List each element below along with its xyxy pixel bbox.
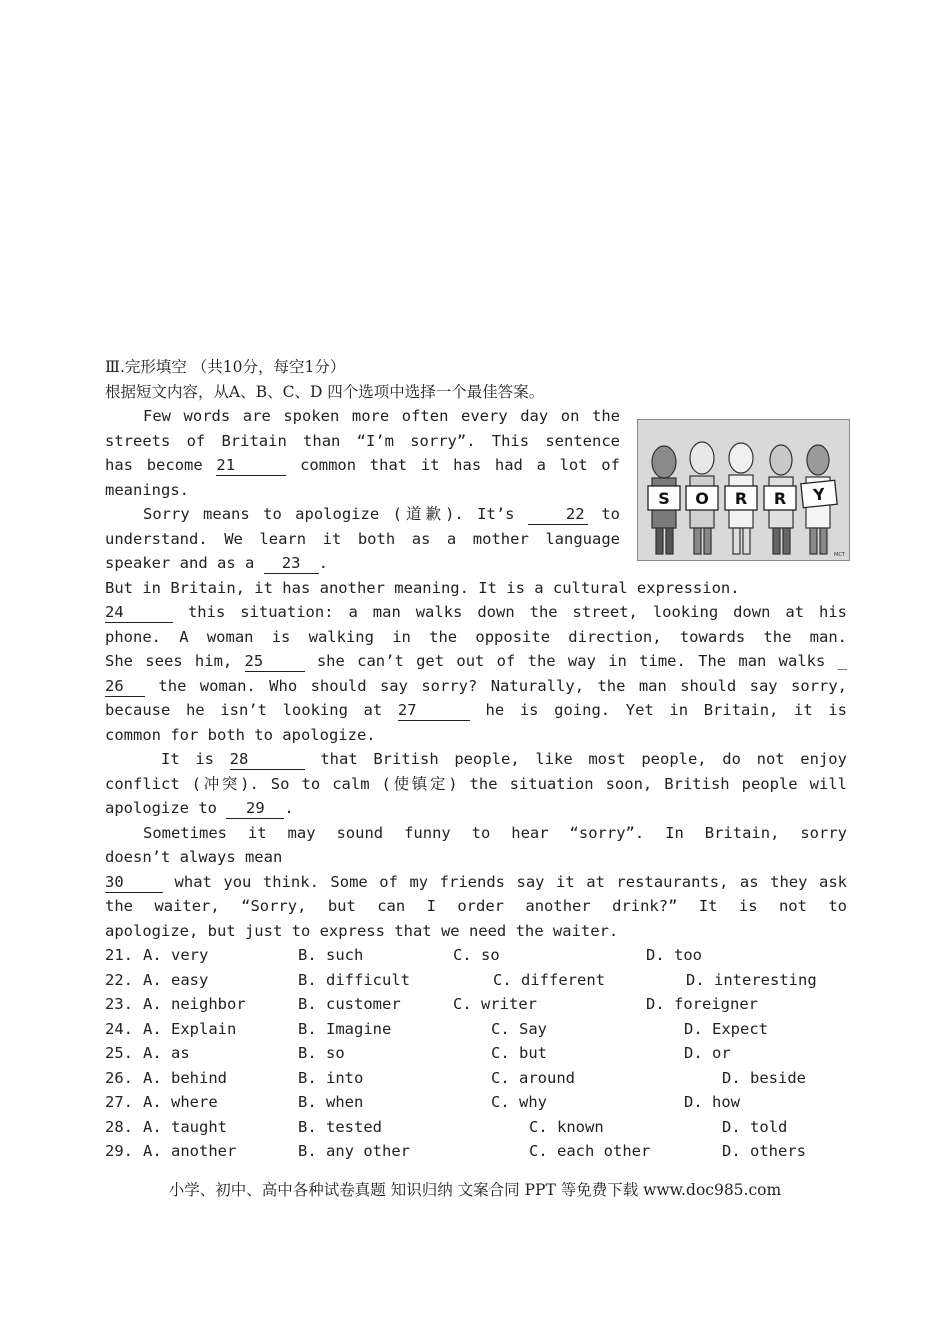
option[interactable]: A. where xyxy=(143,1093,218,1111)
blank-23[interactable]: 23 xyxy=(264,553,319,574)
question-row: 22. A. easy B. difficult C. different D. interesting xyxy=(105,968,847,993)
option[interactable]: A. Explain xyxy=(143,1019,237,1038)
image-credit: MCT xyxy=(834,552,845,558)
option[interactable]: D. others xyxy=(722,1142,806,1160)
section-instruction: 根据短文内容，从A、B、C、D 四个选项中选择一个最佳答案。 xyxy=(105,382,545,401)
option[interactable]: D. beside xyxy=(722,1068,806,1087)
question-row: 21. A. very B. such C. so D. too xyxy=(105,943,847,968)
question-row: 28. A. taught B. tested C. known D. told xyxy=(105,1115,847,1140)
blank-28[interactable]: 28 xyxy=(230,749,305,770)
option[interactable]: A. very xyxy=(143,946,209,964)
passage-wrapped xyxy=(105,404,620,576)
passage-line: apologize to 29 . xyxy=(105,799,294,817)
question-row: 26. A. behind B. into C. around D. beside xyxy=(105,1066,847,1091)
section-title: Ⅲ.完形填空 （共10分，每空1分） xyxy=(105,358,346,376)
option[interactable]: B. into xyxy=(298,1068,364,1087)
sign-letter: R xyxy=(773,489,787,508)
option[interactable]: D. or xyxy=(684,1044,731,1062)
option[interactable]: C. but xyxy=(491,1044,547,1062)
blank-24[interactable]: 24 xyxy=(105,602,173,623)
blank-29[interactable]: 29 xyxy=(226,798,284,819)
option[interactable]: D. too xyxy=(646,946,702,964)
blank-22[interactable]: 22 xyxy=(528,504,588,525)
option[interactable]: B. customer xyxy=(298,995,401,1013)
passage-line: streets of Britain than “I’m sorry”. This sentence xyxy=(105,431,620,450)
option[interactable]: C. so xyxy=(453,946,500,964)
option[interactable]: B. such xyxy=(298,946,364,964)
question-row: 24. A. Explain B. Imagine C. Say D. Expect xyxy=(105,1017,847,1042)
question-row: 25. A. as B. so C. but D. or xyxy=(105,1041,847,1066)
option[interactable]: C. writer xyxy=(453,995,537,1013)
option[interactable]: D. interesting xyxy=(686,970,817,989)
option[interactable]: A. behind xyxy=(143,1068,227,1087)
passage-line: 26 the woman. Who should say sorry? Naturally, the man should say sorry, xyxy=(105,676,847,695)
option[interactable]: C. around xyxy=(491,1068,575,1087)
option[interactable]: C. why xyxy=(491,1093,547,1111)
option[interactable]: C. each other xyxy=(529,1142,651,1160)
passage-line: doesn’t always mean xyxy=(105,848,283,866)
question-row: 29. A. another B. any other C. each other D. others xyxy=(105,1139,847,1164)
option[interactable]: D. foreigner xyxy=(646,995,758,1013)
option[interactable]: C. known xyxy=(529,1117,604,1136)
passage-line: meanings. xyxy=(105,480,189,499)
passage-line: common for both to apologize. xyxy=(105,725,376,744)
option[interactable]: B. difficult xyxy=(298,970,410,989)
passage-line: has become 21 common that it has had a lot of xyxy=(105,456,620,474)
sign-letter: O xyxy=(695,489,709,508)
passage-line: speaker and as a 23 . xyxy=(105,554,328,572)
sorry-cartoon-illustration xyxy=(638,420,849,560)
passage-line: Sorry means to apologize (道歉). It’s 22 to xyxy=(143,505,620,523)
option[interactable]: C. different xyxy=(493,970,605,989)
option[interactable]: B. when xyxy=(298,1093,364,1111)
passage-line: apologize, but just to express that we need the waiter. xyxy=(105,921,619,940)
passage-line: Few words are spoken more often every day on the xyxy=(143,407,620,425)
passage-line: conflict (冲突). So to calm (使镇定) the situation soon, British people will xyxy=(105,774,847,793)
passage-line: It is 28 that British people, like most people, do not enjoy xyxy=(161,750,847,768)
option[interactable]: D. how xyxy=(684,1093,740,1111)
passage-line: 24 this situation: a man walks down the street, looking down at his xyxy=(105,603,847,621)
blank-26[interactable]: 26 xyxy=(105,676,145,697)
passage-line: understand. We learn it both as a mother language xyxy=(105,529,620,548)
option[interactable]: A. another xyxy=(143,1142,237,1160)
sign-letter: Y xyxy=(812,484,826,505)
blank-27[interactable]: 27 xyxy=(398,700,470,721)
blank-30[interactable]: 30 xyxy=(105,872,163,893)
passage-line: phone. A woman is walking in the opposite direction, towards the man. xyxy=(105,627,847,646)
question-list xyxy=(105,943,847,1164)
option[interactable]: D. Expect xyxy=(684,1019,768,1038)
blank-25[interactable]: 25 xyxy=(245,651,305,672)
passage-line: 30 what you think. Some of my friends say it at restaurants, as they ask xyxy=(105,872,847,891)
option[interactable]: A. neighbor xyxy=(143,995,246,1013)
option[interactable]: D. told xyxy=(722,1117,788,1136)
passage-line: the waiter, “Sorry, but can I order another drink?” It is not to xyxy=(105,897,847,915)
option[interactable]: A. easy xyxy=(143,970,209,989)
passage-line: Sometimes it may sound funny to hear “sorry”. In Britain, sorry xyxy=(143,823,847,842)
sign-letter: R xyxy=(734,489,748,508)
option[interactable]: A. taught xyxy=(143,1117,227,1136)
option[interactable]: B. Imagine xyxy=(298,1019,392,1038)
question-row: 23. A. neighbor B. customer C. writer D. foreigner xyxy=(105,992,847,1017)
passage-line: But in Britain, it has another meaning. It is a cultural expression. xyxy=(105,578,740,597)
passage-line: She sees him, 25 she can’t get out of the way in time. The man walks _ xyxy=(105,652,847,670)
blank-21[interactable]: 21 xyxy=(216,455,286,476)
option[interactable]: A. as xyxy=(143,1044,190,1062)
sorry-cartoon-image xyxy=(637,419,850,561)
option[interactable]: B. tested xyxy=(298,1117,382,1136)
page-footer: 小学、初中、高中各种试卷真题 知识归纳 文案合同 PPT 等免费下载 www.doc985.com xyxy=(168,1181,782,1199)
question-row: 27. A. where B. when C. why D. how xyxy=(105,1090,847,1115)
option[interactable]: B. any other xyxy=(298,1142,410,1160)
option[interactable]: B. so xyxy=(298,1044,345,1062)
sign-letter: S xyxy=(658,489,670,508)
passage-line: because he isn’t looking at 27 he is going. Yet in Britain, it is xyxy=(105,701,847,719)
option[interactable]: C. Say xyxy=(491,1019,547,1038)
